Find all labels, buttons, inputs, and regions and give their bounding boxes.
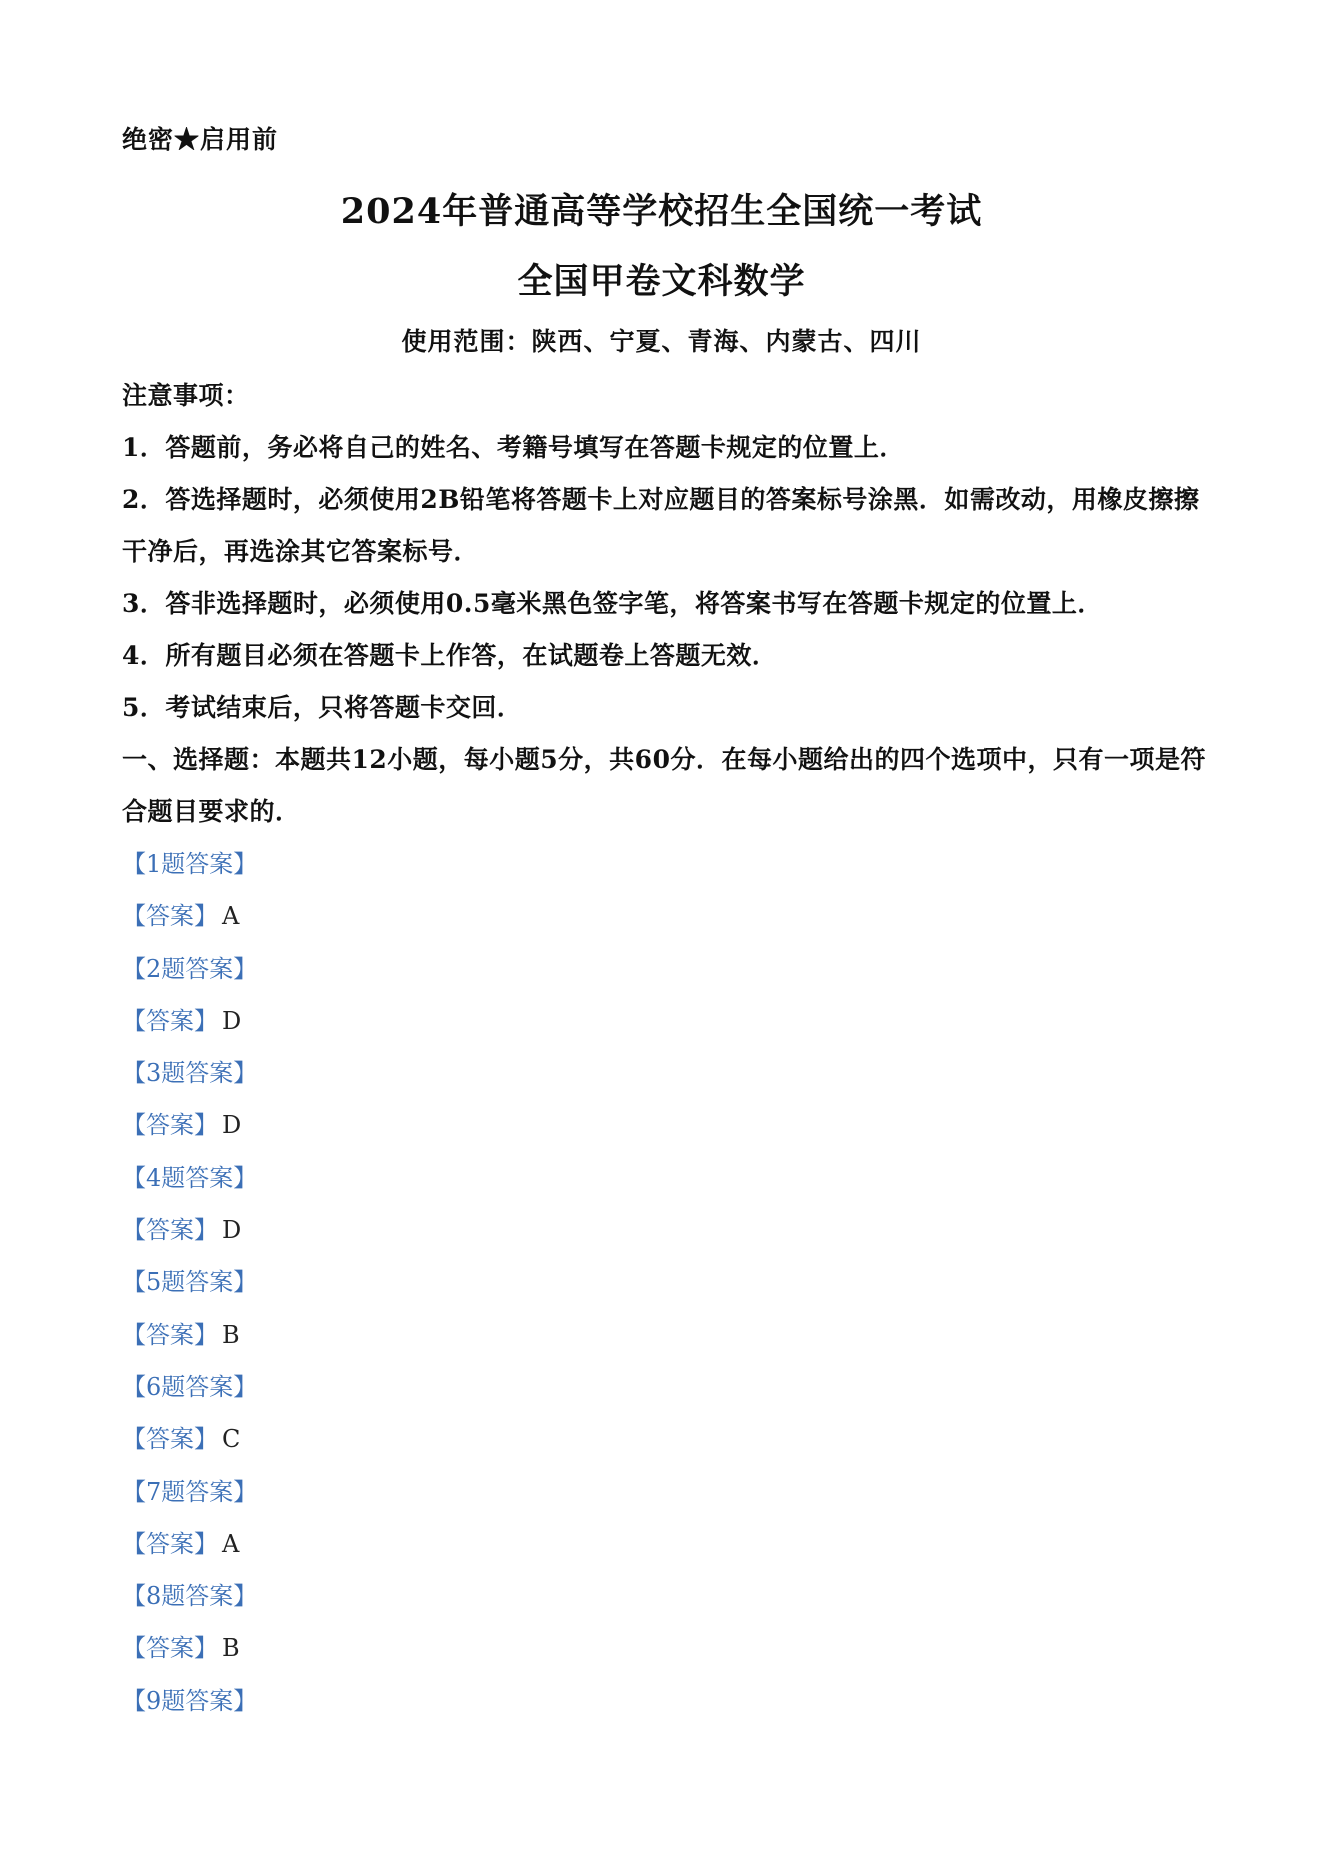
confidential-mark: 绝密★启用前 — [122, 125, 279, 154]
answer-value: A — [222, 1529, 240, 1558]
question-label: 【5题答案】 — [122, 1268, 258, 1297]
question-label: 【4题答案】 — [122, 1163, 258, 1192]
answer-value: D — [222, 1111, 242, 1140]
answer-row: 【答案】 B — [122, 1320, 240, 1349]
exam-title: 2024年普通高等学校招生全国统一考试 — [340, 191, 983, 232]
answer-value: C — [222, 1425, 241, 1454]
answer-row: 【答案】 C — [122, 1425, 241, 1454]
answer-value: B — [222, 1320, 240, 1349]
question-label: 【7题答案】 — [122, 1477, 258, 1506]
answer-row: 【答案】 D — [122, 1006, 242, 1035]
answer-value: D — [222, 1216, 242, 1245]
question-label: 【1题答案】 — [122, 850, 258, 878]
usage-scope: 使用范围：陕西、宁夏、青海、内蒙古、四川 — [401, 327, 922, 356]
answer-list — [122, 838, 1022, 1727]
exam-notes — [122, 370, 1207, 838]
answer-row: 【答案】 A — [122, 902, 240, 931]
question-label: 【2题答案】 — [122, 954, 258, 983]
answer-row: 【答案】 A — [122, 1529, 240, 1558]
note-item-1: 1．答题前，务必将自己的姓名、考籍号填写在答题卡规定的位置上． — [122, 433, 905, 462]
answer-value: B — [222, 1634, 240, 1663]
answer-value: D — [222, 1006, 242, 1035]
notes-heading: 注意事项： — [122, 381, 250, 410]
note-item-5: 5．考试结束后，只将答题卡交回． — [122, 693, 523, 722]
answer-row: 【答案】 D — [122, 1111, 242, 1140]
exam-subtitle: 全国甲卷文科数学 — [517, 261, 806, 302]
note-item-3: 3．答非选择题时，必须使用0.5毫米黑色签字笔，将答案书写在答题卡规定的位置上． — [122, 589, 1103, 618]
answer-row: 【答案】 D — [122, 1216, 242, 1245]
note-item-4: 4．所有题目必须在答题卡上作答，在试题卷上答题无效． — [122, 641, 778, 670]
question-label: 【3题答案】 — [122, 1059, 258, 1088]
question-label: 【8题答案】 — [122, 1582, 258, 1611]
question-label: 【9题答案】 — [122, 1686, 258, 1715]
answer-value: A — [222, 902, 240, 931]
answer-row: 【答案】 B — [122, 1634, 240, 1663]
section-heading: 一、选择题：本题共12小题，每小题5分，共60分．在每小题给出的四个选项中，只有一项是符合题目要求的． — [122, 745, 1206, 826]
question-label: 【6题答案】 — [122, 1372, 258, 1401]
note-item-2: 2．答选择题时，必须使用2B铅笔将答题卡上对应题目的答案标号涂黑．如需改动，用橡皮擦擦干净后，再选涂其它答案标号． — [122, 485, 1200, 566]
